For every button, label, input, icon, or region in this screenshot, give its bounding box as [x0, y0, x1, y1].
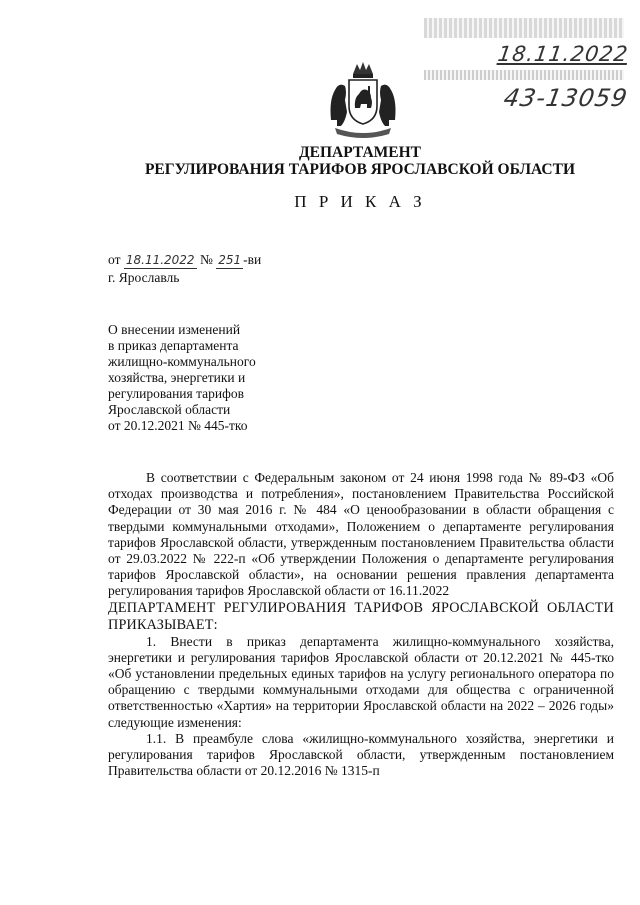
subject-line: регулирования тарифов: [108, 386, 245, 401]
order-date-prefix: от: [108, 252, 121, 267]
registration-stamp-number: 43-13059: [501, 84, 631, 112]
department-name-line-2: РЕГУЛИРОВАНИЯ ТАРИФОВ ЯРОСЛАВСКОЙ ОБЛАСТИ: [144, 161, 576, 178]
registration-stamp-caption: [424, 70, 624, 80]
subject-line: от 20.12.2021 № 445-тко: [108, 418, 248, 433]
order-number-suffix: -ви: [243, 252, 262, 267]
registration-stamp-date: 18.11.2022: [496, 42, 630, 66]
document-title: П Р И К А З: [294, 192, 426, 211]
item-1-paragraph: 1. Внести в приказ департамента жилищно-коммунального хозяйства, энергетики и регулирования тарифов Ярославской области от 20.12.2021 № 445-тко «Об установлении предельных единых тарифов на услугу регионального оператора по обращению с твердыми коммунальными отходами для общества с ограниченной ответственностью «Хартия» на территории Ярославской области на 2022 – 2026 годы» следующие изменения:: [108, 633, 614, 730]
subject-line: хозяйства, энергетики и: [108, 370, 246, 385]
subject-line: жилищно-коммунального: [108, 354, 256, 369]
order-subject: [108, 322, 328, 434]
item-1-1-paragraph: 1.1. В преамбуле слова «жилищно-коммунального хозяйства, энергетики и регулирования тарифов Ярославской области, утвержденным постановлением Правительства области от 20.12.2016 № 1315-п: [108, 730, 614, 779]
order-body: [108, 470, 614, 779]
preamble-paragraph: В соответствии с Федеральным законом от 24 июня 1998 года № 89-ФЗ «Об отходах производства и потребления», постановлением Правительства Российской Федерации от 30 мая 2016 г. № 484 «О ценообразовании в области обращения с твердыми коммунальными отходами», Положением о департаменте регулирования тарифов Ярославской области, утвержденным постановлением Правительства области от 29.03.2022 № 222-п «Об утверждении Положения о департаменте регулирования тарифов Ярославской области», на основании решения правления департамента регулирования тарифов Ярославской области от 16.11.2022: [108, 470, 614, 599]
orders-paragraph: ДЕПАРТАМЕНТ РЕГУЛИРОВАНИЯ ТАРИФОВ ЯРОСЛАВСКОЙ ОБЛАСТИ ПРИКАЗЫВАЕТ:: [108, 599, 614, 633]
subject-line: О внесении изменений: [108, 322, 241, 337]
subject-line: в приказ департамента: [108, 338, 239, 353]
subject-line: Ярославской области: [108, 402, 231, 417]
order-city: г. Ярославль: [108, 270, 180, 285]
department-name-line-1: ДЕПАРТАМЕНТ: [298, 144, 422, 161]
order-number: 251: [218, 253, 242, 267]
order-date-line: [108, 252, 261, 269]
order-number-sign: №: [199, 252, 213, 267]
order-date: 18.11.2022: [125, 253, 195, 267]
yaroslavl-coat-of-arms-icon: [327, 60, 399, 138]
registration-stamp-header: [424, 18, 624, 38]
